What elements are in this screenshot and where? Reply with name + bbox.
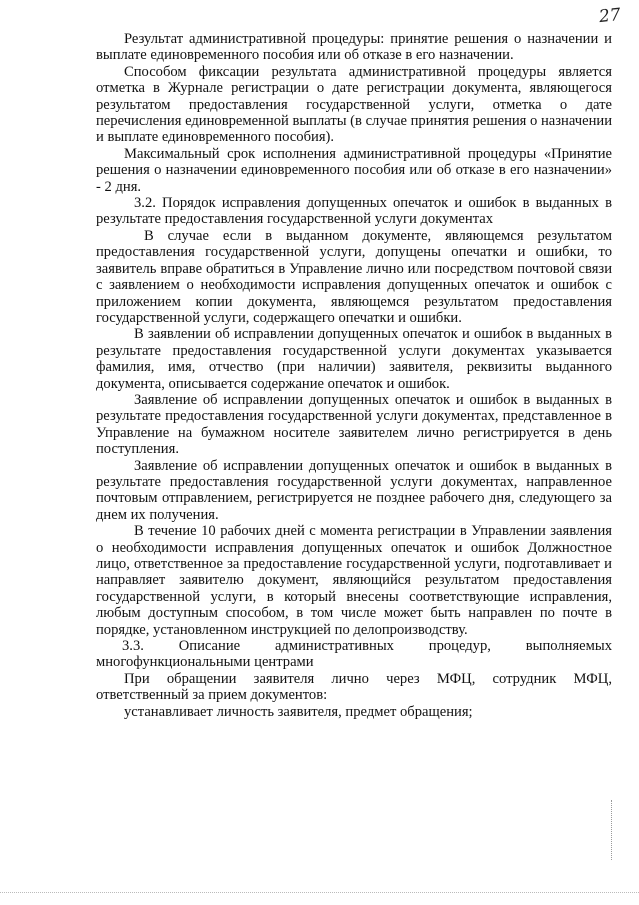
page-number: 27 [598, 4, 622, 28]
document-body [96, 31, 612, 720]
paragraph-fixation: Способом фиксации результата административной процедуры является отметка в Журнале регистрации о дате регистрации документа, являющегося результатом предоставления государственной услуги, отметка о дате перечисления единовременной выплаты (в случае принятия решения о назначении и выплате единовременного пособия). [96, 63, 612, 146]
paragraph-mfc-visit: При обращении заявителя лично через МФЦ, сотрудник МФЦ, ответственный за прием документов: [96, 670, 612, 704]
section-heading-3-2: 3.2. Порядок исправления допущенных опечаток и ошибок в выданных в результате предоставления государственной услуги документах [96, 195, 612, 228]
scan-margin-mark [611, 800, 613, 860]
scan-bottom-edge [0, 892, 639, 895]
paragraph-errors-case: В случае если в выданном документе, являющемся результатом предоставления государственной услуги, допущены опечатки и ошибки, то заявитель вправе обратиться в Управление лично или посредством почтовой связи с заявлением о необходимости исправления допущенных опечаток и ошибок с приложением копии документа, являющемся результатом предоставления государственной услуги, содержащего опечатки и ошибки. [96, 227, 612, 326]
paragraph-result: Результат административной процедуры: принятие решения о назначении и выплате единовременного пособия или об отказе в его назначении. [96, 31, 612, 64]
paragraph-max-term: Максимальный срок исполнения административной процедуры «Принятие решения о назначении единовременного пособия или об отказе в его назначении» - 2 дня. [96, 145, 612, 195]
section-heading-3-3: 3.3. Описание административных процедур, выполняемых многофункциональными центрами [96, 638, 612, 671]
paragraph-application-content: В заявлении об исправлении допущенных опечаток и ошибок в выданных в результате предоставления государственной услуги документах указывается фамилия, имя, отчество (при наличии) заявителя, реквизиты выданного документа, описывается содержание опечаток и ошибок. [96, 326, 612, 392]
paragraph-identity: устанавливает личность заявителя, предмет обращения; [124, 703, 473, 720]
paragraph-ten-days: В течение 10 рабочих дней с момента регистрации в Управлении заявления о необходимости исправления допущенных опечаток и ошибок Должностное лицо, ответственное за предоставление государственной услуги, подготавливает и направляет заявителю документ, являющийся результатом предоставления государственной услуги, в который внесены соответствующие исправления, любым доступным способом, в том числе может быть направлен по почте в порядке, установленном инструкцией по делопроизводству. [96, 523, 612, 638]
paragraph-paper-application: Заявление об исправлении допущенных опечаток и ошибок в выданных в результате предоставления государственной услуги документах, представленное в Управление на бумажном носителе заявителем лично регистрируется в день поступления. [96, 391, 612, 458]
paragraph-postal-application: Заявление об исправлении допущенных опечаток и ошибок в выданных в результате предоставления государственной услуги документах, направленное почтовым отправлением, регистрируется не позднее рабочего дня, следующего за днем их получения. [96, 457, 612, 523]
